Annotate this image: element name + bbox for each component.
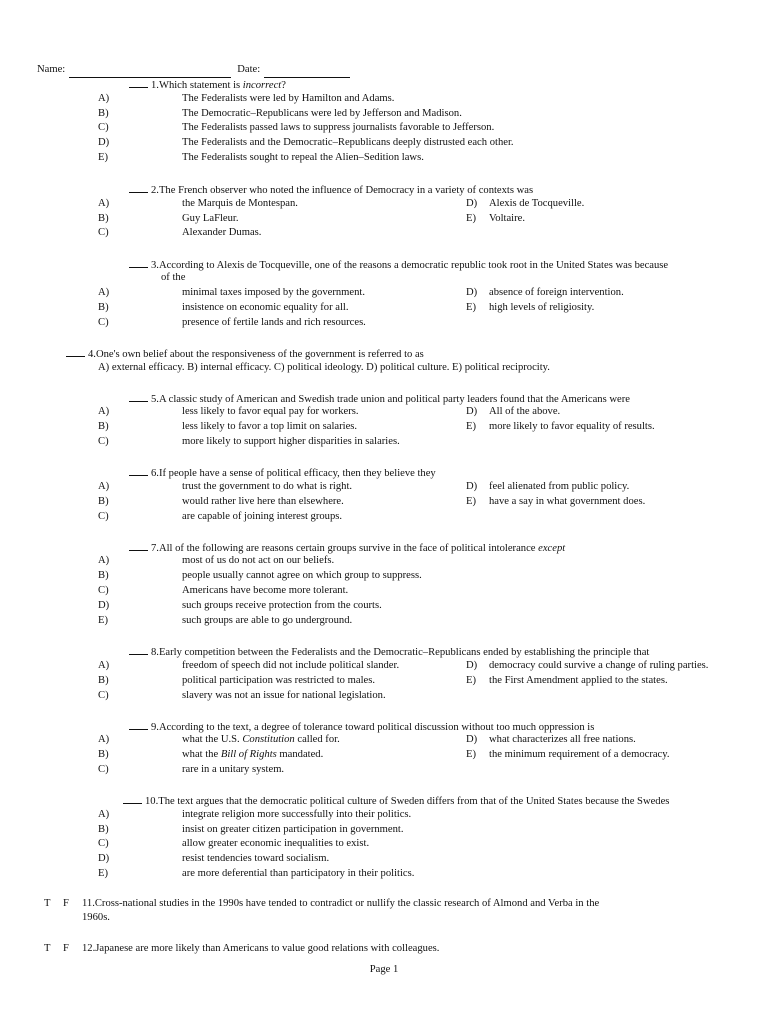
answer-blank[interactable]	[129, 465, 148, 476]
question-stem: 2.The French observer who noted the influence of Democracy in a variety of contexts was	[129, 182, 533, 199]
question-stem: 4.One's own belief about the responsiveness of the government is referred to as	[66, 346, 424, 363]
name-blank[interactable]	[69, 66, 231, 78]
statement: 12.Japanese are more likely than Americans to value good relations with colleagues.	[82, 943, 440, 954]
true-option[interactable]: T	[44, 943, 51, 954]
question-stem: 3.According to Alexis de Tocqueville, one of the reasons a democratic republic took root in the United States was because	[129, 257, 668, 274]
question-stem: 10.The text argues that the democratic political culture of Sweden differs from that of the United States because the Swedes	[123, 793, 669, 810]
question-stem: 1.Which statement is incorrect?	[129, 77, 286, 94]
false-option[interactable]: F	[63, 943, 69, 954]
question-stem: 7.All of the following are reasons certain groups survive in the face of political intolerance except	[129, 540, 565, 557]
question-stem: 5.A classic study of American and Swedish trade union and political party leaders found that the Americans were	[129, 391, 630, 408]
answer-blank[interactable]	[66, 346, 85, 357]
true-option[interactable]: T	[44, 898, 51, 909]
question-stem: 6.If people have a sense of political efficacy, then they believe they	[129, 465, 436, 482]
answer-blank[interactable]	[129, 540, 148, 551]
question-stem: 9.According to the text, a degree of tolerance toward political discussion without too much oppression is	[129, 719, 594, 736]
question-stem: 8.Early competition between the Federalists and the Democratic–Republicans ended by establishing the principle that	[129, 644, 649, 661]
name-date-header	[37, 63, 350, 78]
answer-blank[interactable]	[129, 257, 148, 268]
question-stem-continued: of the	[161, 272, 186, 283]
statement-continued: 1960s.	[82, 912, 110, 923]
answer-blank[interactable]	[129, 77, 148, 88]
date-label: Date:	[237, 64, 261, 75]
answer-blank[interactable]	[129, 182, 148, 193]
inline-options: A) external efficacy. B) internal efficacy. C) political ideology. D) political culture. E) political reciprocity.	[98, 362, 550, 373]
answer-blank[interactable]	[123, 793, 142, 804]
statement: 11.Cross-national studies in the 1990s have tended to contradict or nullify the classic research of Almond and Verba in the	[82, 898, 600, 909]
page-number: Page 1	[369, 964, 399, 975]
name-label: Name:	[37, 64, 66, 75]
false-option[interactable]: F	[63, 898, 69, 909]
date-blank[interactable]	[264, 66, 350, 78]
answer-blank[interactable]	[129, 391, 148, 402]
answer-blank[interactable]	[129, 719, 148, 730]
answer-blank[interactable]	[129, 644, 148, 655]
